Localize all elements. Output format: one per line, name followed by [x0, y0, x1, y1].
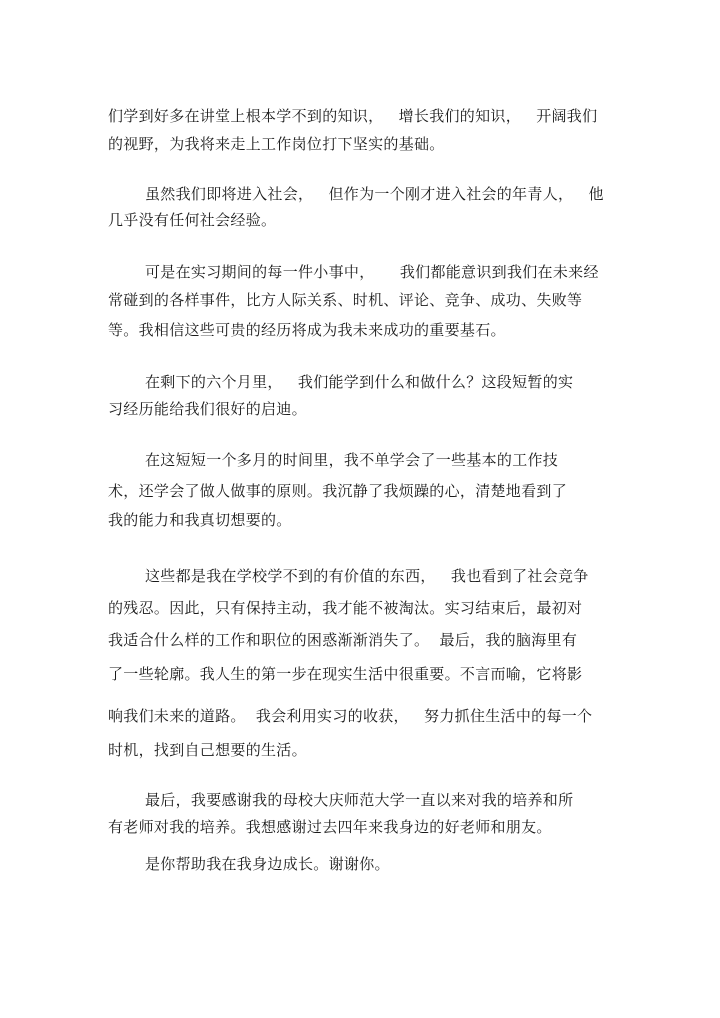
text-line: 响我们未来的道路。 我会利用实习的收获， 努力抓住生活中的每一个	[108, 707, 593, 725]
text-line: 我适合什么样的工作和职位的困惑渐渐消失了。 最后，我的脑海里有	[108, 631, 578, 649]
text-line: 常碰到的各样事件，比方人际关系、时机、评论、竞争、成功、失败等	[108, 291, 583, 309]
text-line: 的残忍。因此，只有保持主动，我才能不被淘汰。实习结束后，最初对	[108, 599, 583, 617]
text-line: 时机，找到自己想要的生活。	[108, 741, 307, 759]
text-line: 等。我相信这些可贵的经历将成为我未来成功的重要基石。	[108, 321, 506, 339]
text-line: 了一些轮廓。我人生的第一步在现实生活中很重要。不言而喻，它将影	[108, 665, 583, 683]
text-line: 是你帮助我在我身边成长。谢谢你。	[145, 855, 390, 873]
text-line: 虽然我们即将进入社会， 但作为一个刚才进入社会的年青人， 他	[145, 185, 604, 203]
text-line: 在这短短一个多月的时间里，我不单学会了一些基本的工作技	[145, 451, 559, 469]
text-line: 术，还学会了做人做事的原则。我沉静了我烦躁的心，清楚地看到了	[108, 482, 568, 500]
text-line: 我的能力和我真切想要的。	[108, 511, 292, 529]
text-line: 习经历能给我们很好的启迪。	[108, 400, 307, 418]
text-line: 可是在实习期间的每一件小事中， 我们都能意识到我们在未来经	[145, 263, 599, 281]
text-line: 的视野，为我将来走上工作岗位打下坚实的基础。	[108, 135, 445, 153]
text-line: 这些都是我在学校学不到的有价值的东西， 我也看到了社会竞争	[145, 567, 589, 585]
text-line: 几乎没有任何社会经验。	[108, 211, 277, 229]
text-line: 最后，我要感谢我的母校大庆师范大学一直以来对我的培养和所	[145, 791, 574, 809]
text-line: 们学到好多在讲堂上根本学不到的知识， 增长我们的知识， 开阔我们	[108, 107, 598, 125]
text-line: 在剩下的六个月里， 我们能学到什么和做什么？这段短暂的实	[145, 373, 574, 391]
text-line: 有老师对我的培养。我想感谢过去四年来我身边的好老师和朋友。	[108, 818, 552, 836]
